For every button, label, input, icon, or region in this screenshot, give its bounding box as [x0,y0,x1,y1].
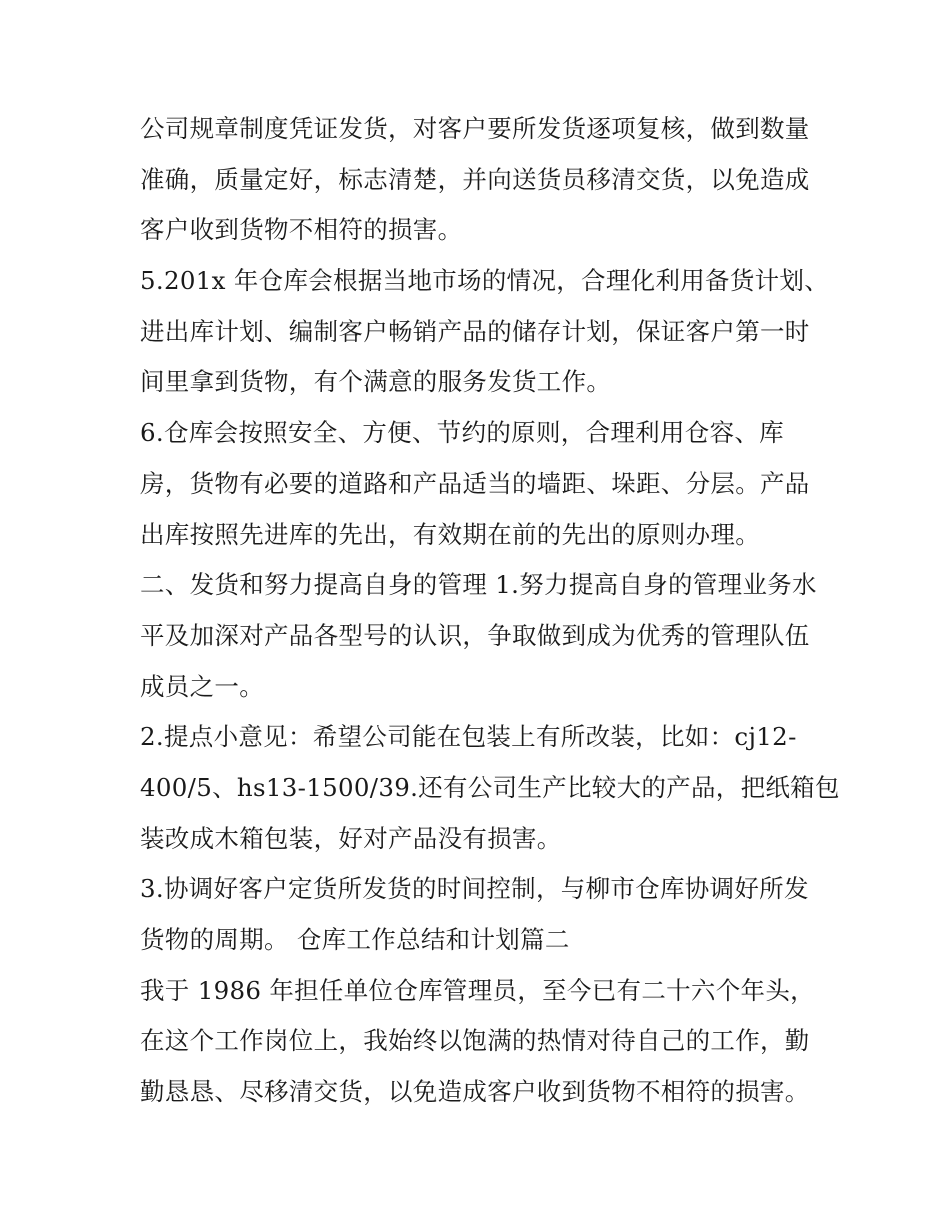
text-line: 间里拿到货物，有个满意的服务发货工作。 [140,367,612,397]
text-line: 准确，质量定好，标志清楚，并向送货员移清交货，以免造成 [140,164,810,194]
text-line: 2.提点小意见：希望公司能在包装上有所改装，比如：cj12- [140,722,797,752]
text-line: 房，货物有必要的道路和产品适当的墙距、垛距、分层。产品 [140,468,810,498]
text-line: 出库按照先进库的先出，有效期在前的先出的原则办理。 [140,519,760,549]
text-line: 装改成木箱包装，好对产品没有损害。 [140,823,562,853]
text-line: 成员之一。 [140,671,264,701]
text-line: 公司规章制度凭证发货，对客户要所发货逐项复核，做到数量 [140,114,810,143]
text-line: 在这个工作岗位上，我始终以饱满的热情对待自己的工作，勤 [140,1026,810,1056]
text-line: 平及加深对产品各型号的认识，争取做到成为优秀的管理队伍 [140,620,810,650]
text-line: 5.201x 年仓库会根据当地市场的情况，合理化利用备货计划、 [140,266,830,296]
text-line: 二、发货和努力提高自身的管理 1.努力提高自身的管理业务水 [140,570,817,600]
text-line: 400/5、hs13-1500/39.还有公司生产比较大的产品，把纸箱包 [140,772,840,802]
text-line: 客户收到货物不相符的损害。 [140,215,463,245]
text-line: 3.协调好客户定货所发货的时间控制，与柳市仓库协调好所发 [140,874,809,904]
text-line: 6.仓库会按照安全、方便、节约的原则，合理利用仓容、库 [140,418,784,448]
text-line: 勤恳恳、尽移清交货，以免造成客户收到货物不相符的损害。 [140,1077,810,1107]
document-body [140,104,840,1118]
text-line: 货物的周期。 仓库工作总结和计划篇二 [140,925,570,954]
text-line: 我于 1986 年担任单位仓库管理员，至今已有二十六个年头， [140,975,815,1005]
text-line: 进出库计划、编制客户畅销产品的储存计划，保证客户第一时 [140,316,810,346]
